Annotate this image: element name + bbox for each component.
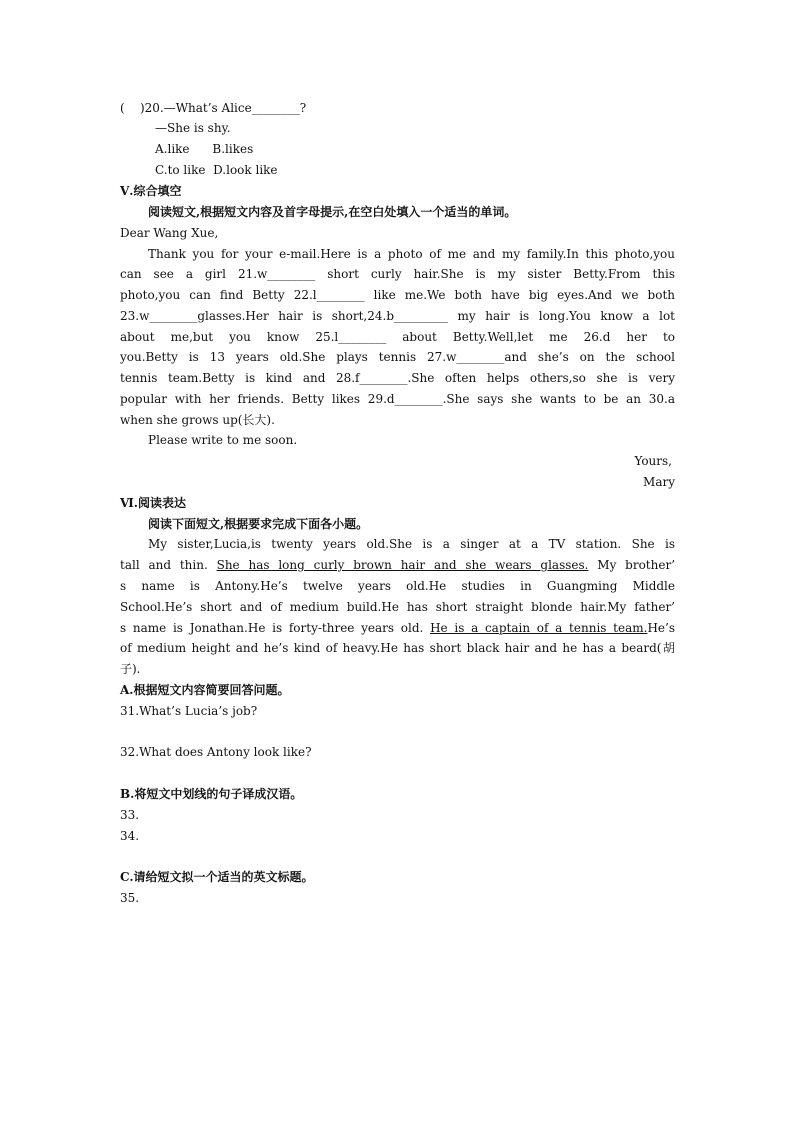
passage-line: 23.w________glasses.Her hair is short,24.b_________ my hair is long.You know a lot: [120, 309, 675, 323]
part-a-heading: A.根据短文内容简要回答问题。: [120, 683, 290, 697]
part-b-heading: B.将短文中划线的句子译成汉语。: [120, 787, 303, 801]
letter-signoff: Yours,: [634, 454, 672, 468]
passage-line: Thank you for your e-mail.Here is a photo of me and my family.In this photo,you: [148, 247, 675, 261]
letter-closing: Please write to me soon.: [148, 433, 298, 447]
section-5-instruction: 阅读短文,根据短文内容及首字母提示,在空白处填入一个适当的单词。: [148, 205, 517, 219]
q20-stem: ( )20.—What’s Alice________?: [120, 101, 307, 115]
reading-line: School.He’s short and of medium build.He has short straight blonde hair.My father’: [120, 600, 675, 614]
part-c-heading: C.请给短文拟一个适当的英文标题。: [120, 870, 314, 884]
passage-line: you.Betty is 13 years old.She plays tennis 27.w________and she’s on the school: [120, 350, 675, 364]
section-6-heading: Ⅵ.阅读表达: [120, 496, 186, 510]
passage-line: about me,but you know 25.l________ about Betty.Well,let me 26.d her to: [120, 330, 675, 344]
reading-line: My sister,Lucia,is twenty years old.She is a singer at a TV station. She is: [148, 537, 675, 551]
q20-answer: —She is shy.: [155, 121, 231, 135]
q20-options-row1: A.like B.likes: [155, 142, 254, 156]
question-32: 32.What does Antony look like?: [120, 745, 312, 759]
letter-signature: Mary: [643, 475, 675, 489]
underlined-sentence-1: She has long curly brown hair and she wears glasses.: [216, 558, 589, 572]
section-6-instruction: 阅读下面短文,根据要求完成下面各小题。: [148, 517, 369, 531]
question-35: 35.: [120, 891, 140, 905]
q20-options-row2: C.to like D.look like: [155, 163, 278, 177]
passage-last-line: when she grows up(长大).: [120, 413, 275, 427]
passage-line: photo,you can find Betty 22.l________ like me.We both have big eyes.And we both: [120, 288, 675, 302]
reading-line: of medium height and he’s kind of heavy.He has short black hair and he has a beard(胡: [120, 641, 675, 655]
section-5-heading: Ⅴ.综合填空: [120, 184, 182, 198]
passage-line: popular with her friends. Betty likes 29.d________.She says she wants to be an 30.a: [120, 392, 675, 406]
question-34: 34.: [120, 829, 140, 843]
passage-line: tennis team.Betty is kind and 28.f________.She often helps others,so she is very: [120, 371, 675, 385]
reading-line: s name is Antony.He’s twelve years old.He studies in Guangming Middle: [120, 579, 675, 593]
passage-line: can see a girl 21.w________ short curly hair.She is my sister Betty.From this: [120, 267, 675, 281]
reading-line: 子).: [120, 662, 141, 676]
letter-greeting: Dear Wang Xue,: [120, 226, 219, 240]
underlined-sentence-2: He is a captain of a tennis team.: [430, 621, 648, 635]
question-31: 31.What’s Lucia’s job?: [120, 704, 258, 718]
question-33: 33.: [120, 808, 140, 822]
reading-line: tall and thin. She has long curly brown hair and she wears glasses. My brother’: [120, 558, 676, 572]
reading-line: s name is Jonathan.He is forty-three years old. He is a captain of a tennis team.He’s: [120, 621, 675, 635]
